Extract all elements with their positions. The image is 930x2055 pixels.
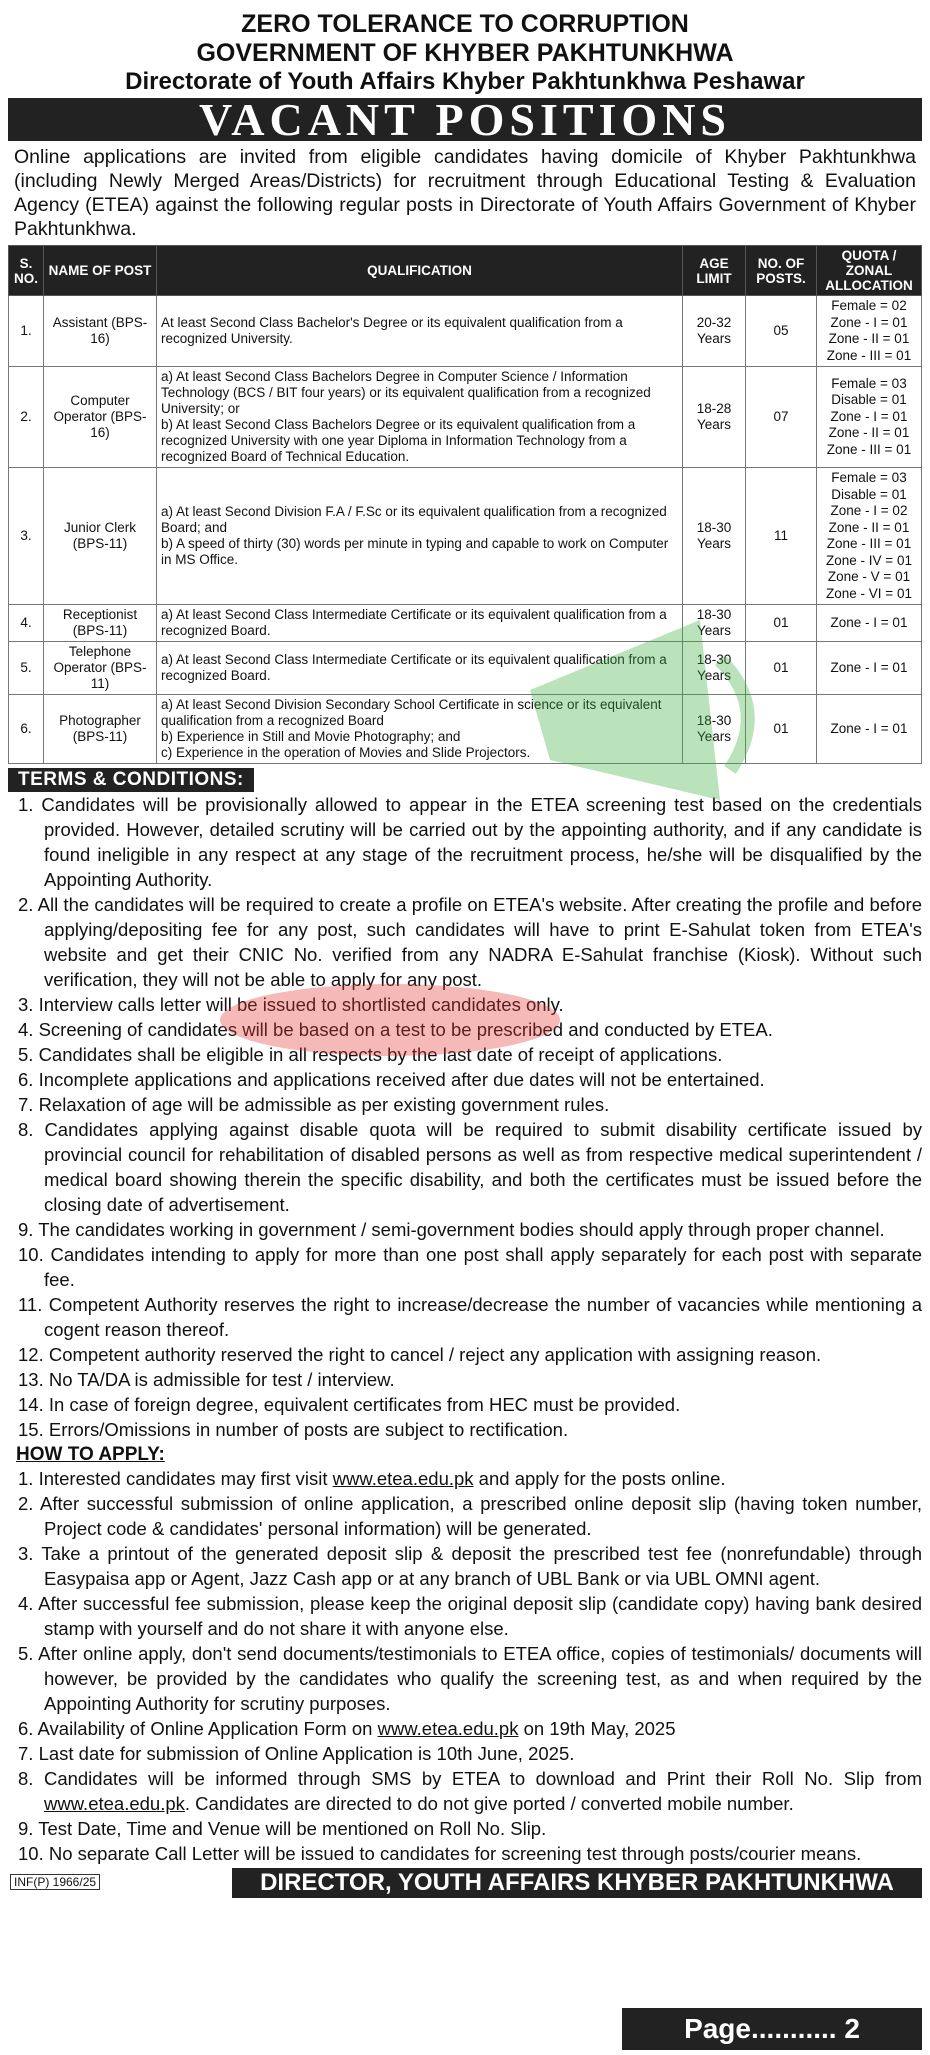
header-line-2: GOVERNMENT OF KHYBER PAKHTUNKHWA [196, 39, 734, 67]
list-item: 9. Test Date, Time and Venue will be mentioned on Roll No. Slip. [18, 1818, 547, 1839]
cell-age: 18-30 Years [683, 605, 746, 642]
apply-1-pre: 1. Interested candidates may first visit [18, 1468, 333, 1489]
table-row [9, 642, 922, 695]
cell-sno: 1. [9, 296, 44, 367]
cell-age: 18-30 Years [683, 468, 746, 605]
list-item: 2. After successful submission of online application, a prescribed online deposit slip (having token number, Project code & candidates' personal information) will be generated. [18, 1493, 922, 1539]
cell-posts: 07 [746, 367, 817, 468]
table-row [9, 468, 922, 605]
qualification-line: a) At least Second Class Bachelors Degree in Computer Science / Information Technology (BCS / BIT four years) or its equivalent qualification from a recognized University; or [161, 369, 651, 416]
cell-post: Junior Clerk (BPS-11) [44, 468, 157, 605]
quota-line: Female = 02 [831, 298, 907, 313]
list-item: 5. After online apply, don't send documents/testimonials to ETEA office, copies of testimonials/ documents will however, be provided by the candidates who qualify the screening test, as and when required by the Appointing Authority for scrutiny purposes. [18, 1643, 922, 1714]
header-line-3: Directorate of Youth Affairs Khyber Pakhtunkhwa Peshawar [125, 68, 805, 95]
col-posts: NO. OF POSTS. [746, 246, 817, 296]
col-post: NAME OF POST [44, 246, 157, 296]
qualification-line: a) At least Second Class Intermediate Certificate or its equivalent qualification from a recognized Board. [161, 652, 667, 683]
quota-line: Zone - IV = 01 [826, 552, 912, 568]
table-row [9, 367, 922, 468]
list-item: 7. Relaxation of age will be admissible as per existing government rules. [18, 1094, 610, 1115]
cell-posts: 11 [746, 468, 817, 605]
header-line-1: ZERO TOLERANCE TO CORRUPTION [241, 10, 689, 38]
list-item: 7. Last date for submission of Online Application is 10th June, 2025. [18, 1743, 575, 1764]
table-row [9, 296, 922, 367]
cell-age: 18-30 Years [683, 695, 746, 764]
cell-post: Computer Operator (BPS-16) [44, 367, 157, 468]
header [8, 10, 922, 96]
terms-list [8, 792, 922, 1442]
list-item [8, 1716, 922, 1741]
list-item: 13. No TA/DA is admissible for test / interview. [18, 1369, 395, 1390]
quota-line: Zone - III = 01 [826, 536, 912, 551]
cell-quota [817, 605, 922, 642]
list-item: 3. Take a printout of the generated deposit slip & deposit the prescribed test fee (nonrefundable) through Easypaisa app or Agent, Jazz Cash app or at any branch of UBL Bank or via UBL OMNI agent. [18, 1543, 922, 1589]
list-item: 4. Screening of candidates will be based on a test to be prescribed and conducted by ETEA. [18, 1019, 773, 1040]
cell-qualification [157, 605, 683, 642]
how-to-apply-list [8, 1466, 922, 1866]
etea-link[interactable]: www.etea.edu.pk [377, 1718, 519, 1739]
cell-sno: 3. [9, 468, 44, 605]
list-item: 3. Interview calls letter will be issued to shortlisted candidates only. [18, 994, 564, 1015]
cell-quota [817, 367, 922, 468]
list-item: 4. After successful fee submission, please keep the original deposit slip (candidate copy) having bank desired stamp with yourself and do not share it with anyone else. [18, 1593, 922, 1639]
quota-line: Zone - I = 02 [830, 503, 908, 518]
cell-post: Receptionist (BPS-11) [44, 605, 157, 642]
qualification-line: a) At least Second Division Secondary School Certificate in science or its equivalent qualification from a recognized Board [161, 697, 662, 728]
quota-line: Female = 03 [831, 470, 907, 485]
table-row [9, 605, 922, 642]
quota-line: Zone - VI = 01 [826, 585, 912, 601]
quota-line: Zone - II = 01 [828, 519, 910, 535]
apply-6-post: on 19th May, 2025 [518, 1718, 676, 1739]
cell-post: Telephone Operator (BPS-11) [44, 642, 157, 695]
list-item: 8. Candidates applying against disable quota will be required to submit disability certificate issued by provincial council for rehabilitation of disabled persons as well as from respective medical superintendent / medical board showing therein the specific disability, and both the certificates must be issued before the closing date of advertisement. [18, 1119, 922, 1215]
qualification-line: a) At least Second Division F.A / F.Sc or its equivalent qualification from a recognized Board; and [161, 504, 667, 535]
list-item: 6. Incomplete applications and applications received after due dates will not be entertained. [18, 1069, 765, 1090]
cell-posts: 01 [746, 695, 817, 764]
cell-qualification [157, 642, 683, 695]
cell-sno: 5. [9, 642, 44, 695]
list-item: 2. All the candidates will be required to create a profile on ETEA's website. After creating the profile and before applying/depositing fee for any post, such candidates will have to print E-Sahulat token from ETEA's website and get their CNIC No. verified from any NADRA E-Sahulat franchise (Kiosk). Without such verification, they will not be able to apply for any post. [18, 894, 922, 990]
list-item: 12. Competent authority reserved the right to cancel / reject any application with assigning reason. [18, 1344, 822, 1365]
footer [8, 1868, 922, 1898]
how-to-apply-title: HOW TO APPLY: [16, 1444, 165, 1465]
apply-8-pre: 8. Candidates will be informed through SMS by ETEA to download and Print their Roll No. Slip from [18, 1768, 922, 1789]
cell-qualification [157, 695, 683, 764]
list-item: 10. No separate Call Letter will be issued to candidates for screening test through posts/courier means. [18, 1843, 862, 1864]
col-age: AGE LIMIT [683, 246, 746, 296]
cell-sno: 2. [9, 367, 44, 468]
quota-line: Zone - II = 01 [828, 331, 910, 346]
cell-qualification [157, 296, 683, 367]
quota-line: Disable = 01 [831, 392, 907, 408]
list-item [8, 1766, 922, 1816]
cell-quota [817, 468, 922, 605]
cell-quota [817, 695, 922, 764]
quota-line: Zone - V = 01 [827, 569, 911, 584]
quota-line: Zone - III = 01 [826, 441, 912, 457]
cell-age: 20-32 Years [683, 296, 746, 367]
qualification-line: b) Experience in Still and Movie Photography; and [161, 729, 461, 744]
cell-posts: 05 [746, 296, 817, 367]
quota-line: Zone - I = 01 [830, 720, 908, 736]
positions-table [8, 245, 922, 764]
qualification-line: b) A speed of thirty (30) words per minute in typing and capable to work on Computer in MS Office. [161, 536, 669, 567]
cell-quota [817, 296, 922, 367]
vacant-positions-banner: VACANT POSITIONS [8, 98, 922, 141]
col-sno: S. NO. [9, 246, 44, 296]
cell-qualification [157, 367, 683, 468]
qualification-line: b) At least Second Class Bachelors Degree or its equivalent qualification from a recognized University with one year Diploma in Information Technology from a recognized Board of Technical Education. [161, 417, 636, 464]
terms-title: TERMS & CONDITIONS: [8, 768, 254, 792]
etea-link[interactable]: www.etea.edu.pk [44, 1793, 185, 1814]
list-item: 11. Competent Authority reserves the right to increase/decrease the number of vacancies while mentioning a cogent reason thereof. [18, 1294, 922, 1340]
cell-post: Photographer (BPS-11) [44, 695, 157, 764]
cell-post: Assistant (BPS-16) [44, 296, 157, 367]
list-item: 14. In case of foreign degree, equivalent certificates from HEC must be provided. [18, 1394, 681, 1415]
qualification-line: c) Experience in the operation of Movies and Slide Projectors. [161, 745, 531, 760]
quota-line: Disable = 01 [831, 486, 907, 502]
list-item: 9. The candidates working in government / semi-government bodies should apply through proper channel. [18, 1219, 885, 1240]
qualification-line: a) At least Second Class Intermediate Certificate or its equivalent qualification from a recognized Board. [161, 607, 667, 638]
advertisement [8, 0, 922, 1898]
director-signature: DIRECTOR, YOUTH AFFAIRS KHYBER PAKHTUNKHWA [232, 1868, 922, 1898]
quota-line: Zone - I = 01 [830, 659, 908, 675]
cell-sno: 4. [9, 605, 44, 642]
quota-line: Zone - II = 01 [828, 425, 910, 441]
cell-sno: 6. [9, 695, 44, 764]
quota-line: Zone - I = 01 [830, 408, 908, 424]
list-item: 15. Errors/Omissions in number of posts are subject to rectification. [18, 1419, 569, 1440]
cell-qualification [157, 468, 683, 605]
apply-8-post: . Candidates are directed to do not give ported / converted mobile number. [184, 1793, 794, 1814]
intro-paragraph: Online applications are invited from eligible candidates having domicile of Khyber Pakhtunkhwa (including Newly Merged Areas/Districts) for recruitment through Educational Testing & Evaluation Agency (ETEA) against the following regular posts in Directorate of Youth Affairs Government of Khyber Pakhtunkhwa. [14, 146, 916, 240]
list-item [8, 1466, 922, 1491]
col-quota: QUOTA / ZONAL ALLOCATION [817, 246, 922, 296]
cell-age: 18-30 Years [683, 642, 746, 695]
quota-line: Zone - III = 01 [826, 347, 912, 363]
apply-6-pre: 6. Availability of Online Application Form on [18, 1718, 378, 1739]
list-item: 5. Candidates shall be eligible in all respects by the last date of receipt of applications. [18, 1044, 723, 1065]
table-header-row [9, 246, 922, 296]
page-number: Page........... 2 [622, 2008, 922, 2050]
etea-link[interactable]: www.etea.edu.pk [332, 1468, 474, 1489]
quota-line: Zone - I = 01 [830, 314, 908, 330]
inf-number: INF(P) 1966/25 [10, 1874, 100, 1890]
cell-posts: 01 [746, 605, 817, 642]
list-item: 1. Candidates will be provisionally allowed to appear in the ETEA screening test based on the credentials provided. However, detailed scrutiny will be carried out by the appointing authority, and if any candidate is found ineligible in any respect at any stage of the recruitment process, he/she will be disqualified by the Appointing Authority. [18, 794, 922, 890]
apply-1-post: and apply for the posts online. [473, 1468, 726, 1489]
cell-age: 18-28 Years [683, 367, 746, 468]
quota-line: Zone - I = 01 [830, 614, 908, 630]
list-item: 10. Candidates intending to apply for more than one post shall apply separately for each post with separate fee. [18, 1244, 922, 1290]
quota-line: Female = 03 [831, 375, 907, 391]
cell-quota [817, 642, 922, 695]
table-row [9, 695, 922, 764]
cell-posts: 01 [746, 642, 817, 695]
qualification-line: At least Second Class Bachelor's Degree or its equivalent qualification from a recognized University. [161, 315, 623, 346]
col-qualification: QUALIFICATION [157, 246, 683, 296]
